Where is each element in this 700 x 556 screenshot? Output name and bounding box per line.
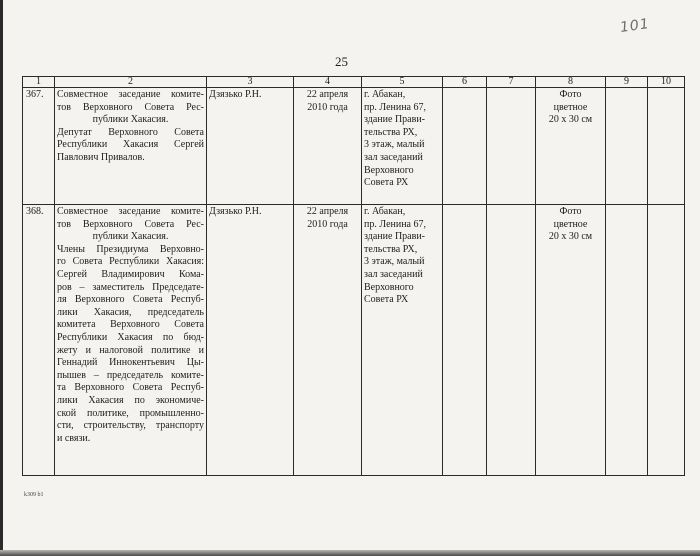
cell-line: тов Верховного Совета Рес-: [57, 101, 204, 113]
cell-line: Фото: [559, 206, 582, 217]
cell-line: 22 апреля: [306, 206, 349, 217]
col-header-9: 9: [606, 77, 648, 88]
row-date: [294, 205, 362, 476]
cell-line: Верховного: [364, 164, 414, 176]
cell-line: здание Прави-: [364, 231, 426, 243]
cell-line: ской политике, промышленно-: [57, 407, 204, 419]
row-place: [362, 205, 443, 476]
handwritten-sheet-number: 101: [619, 16, 651, 36]
cell-line: 2010 года: [307, 218, 348, 230]
cell-line: сти, строительству, транспорту: [57, 420, 204, 432]
row-author: Дзязько Р.Н.: [207, 88, 294, 205]
cell-line: цветное: [553, 101, 588, 113]
row-col9: [606, 205, 648, 476]
row-col9: [606, 88, 648, 205]
col-header-5: 5: [362, 77, 443, 88]
cell-line: Фото: [559, 89, 582, 100]
scan-edge-bottom: [0, 550, 700, 556]
cell-line: жету и налоговой политике и: [57, 344, 204, 356]
cell-line: Верховного: [364, 281, 414, 293]
row-col10: [648, 88, 685, 205]
col-header-10: 10: [648, 77, 685, 88]
cell-line: зал заседаний: [364, 268, 423, 280]
cell-line: здание Прави-: [364, 114, 426, 126]
cell-line: Совместное заседание комите-: [57, 89, 204, 100]
table-row: [23, 88, 685, 205]
cell-line: тов Верховного Совета Рес-: [57, 218, 204, 230]
catalog-table: [22, 76, 685, 476]
cell-line: Павлович Привалов.: [57, 151, 145, 163]
row-col6: [443, 205, 487, 476]
cell-line: пышев – председатель комите-: [57, 369, 204, 381]
col-header-4: 4: [294, 77, 362, 88]
cell-line: пр. Ленина 67,: [364, 218, 426, 230]
cell-line: го Совета Республики Хакасия:: [57, 256, 204, 268]
col-header-7: 7: [487, 77, 536, 88]
cell-line: Геннадий Иннокентьевич Цы-: [57, 357, 204, 369]
cell-line: Совета РХ: [364, 177, 409, 189]
cell-line: 3 этаж, малый: [364, 256, 425, 268]
cell-line: публики Хакасия.: [92, 231, 169, 243]
col-header-3: 3: [207, 77, 294, 88]
cell-line: комитета Верховного Совета: [57, 319, 204, 331]
cell-line: г. Абакан,: [364, 206, 406, 217]
cell-line: лики Хакасия, председатель: [57, 306, 204, 318]
row-col7: [487, 205, 536, 476]
row-date: [294, 88, 362, 205]
cell-line: 20 х 30 см: [548, 114, 593, 126]
row-col6: [443, 88, 487, 205]
archive-footer-code: k309 b1: [24, 492, 44, 498]
row-col10: [648, 205, 685, 476]
row-number: 368.: [23, 205, 55, 476]
cell-line: та Верховного Совета Респуб-: [57, 382, 204, 394]
cell-line: ля Верховного Совета Респуб-: [57, 294, 204, 306]
col-header-6: 6: [443, 77, 487, 88]
cell-line: 2010 года: [307, 101, 348, 113]
cell-line: пр. Ленина 67,: [364, 101, 426, 113]
row-photo-format: [536, 88, 606, 205]
row-photo-format: [536, 205, 606, 476]
cell-line: тельства РХ,: [364, 243, 418, 255]
table-row: [23, 205, 685, 476]
row-place: [362, 88, 443, 205]
row-col7: [487, 88, 536, 205]
scan-edge-left: [0, 0, 3, 556]
row-description: [55, 88, 207, 205]
cell-line: и связи.: [57, 432, 91, 444]
cell-line: Сергей Владимирович Кома-: [57, 268, 204, 280]
cell-line: тельства РХ,: [364, 126, 418, 138]
cell-line: Депутат Верховного Совета: [57, 126, 204, 138]
cell-line: Члены Президиума Верховно-: [57, 243, 204, 255]
cell-line: зал заседаний: [364, 151, 423, 163]
col-header-1: 1: [23, 77, 55, 88]
cell-line: цветное: [553, 218, 588, 230]
col-header-2: 2: [55, 77, 207, 88]
header-row: [23, 77, 685, 88]
cell-line: 20 х 30 см: [548, 231, 593, 243]
row-description: [55, 205, 207, 476]
col-header-8: 8: [536, 77, 606, 88]
cell-line: лики Хакасия по экономиче-: [57, 394, 204, 406]
row-author: Дзязько Р.Н.: [207, 205, 294, 476]
cell-line: Республики Хакасия по бюд-: [57, 331, 204, 343]
cell-line: 3 этаж, малый: [364, 139, 425, 151]
cell-line: ров – заместитель Председате-: [57, 281, 204, 293]
cell-line: г. Абакан,: [364, 89, 406, 100]
cell-line: Совместное заседание комите-: [57, 206, 204, 217]
cell-line: публики Хакасия.: [92, 114, 169, 126]
cell-line: Республики Хакасия Сергей: [57, 139, 204, 151]
page-number: 25: [335, 54, 348, 69]
row-number: 367.: [23, 88, 55, 205]
cell-line: Совета РХ: [364, 294, 409, 306]
cell-line: 22 апреля: [306, 89, 349, 100]
